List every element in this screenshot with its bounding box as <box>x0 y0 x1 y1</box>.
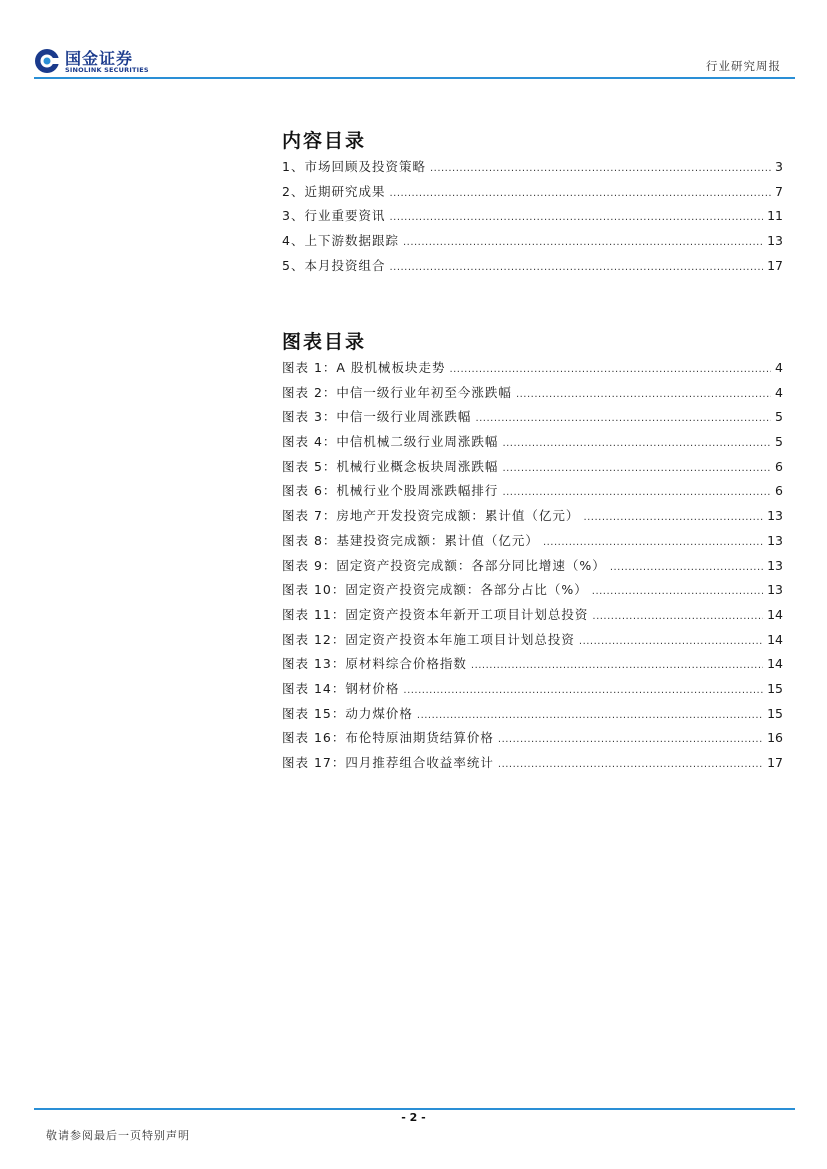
toc-entry-label: 图表 11：固定资产投资本年新开工项目计划总投资 <box>282 606 589 622</box>
toc-entry-page: 7 <box>775 183 783 199</box>
toc-entry-page: 13 <box>767 532 783 548</box>
toc-leader-dots <box>389 188 771 199</box>
toc-entry-label: 图表 2：中信一级行业年初至今涨跌幅 <box>282 384 512 400</box>
toc-entry[interactable] <box>282 256 783 281</box>
toc-entry-label: 4、上下游数据跟踪 <box>282 233 399 249</box>
toc-entry[interactable] <box>282 358 783 383</box>
toc-entry-label: 图表 7：房地产开发投资完成额：累计值（亿元） <box>282 508 580 524</box>
logo-english-name: SINOLINK SECURITIES <box>65 66 149 74</box>
toc-entry-label: 图表 13：原材料综合价格指数 <box>282 656 467 672</box>
toc-leader-dots <box>498 759 763 770</box>
disclaimer: 敬请参阅最后一页特别声明 <box>46 1129 190 1142</box>
toc-entry[interactable] <box>282 556 783 581</box>
toc-entry-label: 图表 1：A 股机械板块走势 <box>282 360 446 375</box>
toc-entry[interactable] <box>282 580 783 605</box>
toc-leader-dots <box>417 710 763 721</box>
toc-leader-dots <box>498 734 763 745</box>
toc-entry-label: 图表 15：动力煤价格 <box>282 705 413 721</box>
toc-leader-dots <box>502 487 771 498</box>
toc-entry[interactable] <box>282 728 783 753</box>
toc-entry-label: 1、市场回顾及投资策略 <box>282 159 426 174</box>
toc-entry-page: 16 <box>767 730 783 746</box>
toc-leader-dots <box>475 413 771 424</box>
toc-entry-page: 3 <box>775 159 783 174</box>
toc-entry-page: 4 <box>775 384 783 400</box>
toc-entry-label: 图表 16：布伦特原油期货结算价格 <box>282 730 494 746</box>
toc-entry-label: 5、本月投资组合 <box>282 257 386 273</box>
toc-entry-page: 4 <box>775 360 783 375</box>
toc-entry-label: 图表 10：固定资产投资完成额：各部分占比（%） <box>282 582 588 598</box>
toc-entry[interactable] <box>282 407 783 432</box>
toc-entry-page: 14 <box>767 606 783 622</box>
contents-list <box>282 157 783 280</box>
toc-leader-dots <box>579 636 763 647</box>
toc-entry[interactable] <box>282 630 783 655</box>
toc-entry-page: 6 <box>775 483 783 499</box>
toc-leader-dots <box>583 512 763 523</box>
toc-entry-page: 17 <box>767 257 783 273</box>
toc-entry[interactable] <box>282 704 783 729</box>
page-header <box>0 0 827 80</box>
figures-title: 图表目录 <box>282 331 367 353</box>
toc-entry-label: 图表 5：机械行业概念板块周涨跌幅 <box>282 458 499 474</box>
toc-entry[interactable] <box>282 206 783 231</box>
toc-entry[interactable] <box>282 457 783 482</box>
toc-entry-label: 图表 6：机械行业个股周涨跌幅排行 <box>282 483 499 499</box>
page-number: - 2 - <box>401 1111 426 1124</box>
toc-entry[interactable] <box>282 182 783 207</box>
toc-leader-dots <box>543 537 763 548</box>
toc-entry[interactable] <box>282 383 783 408</box>
toc-leader-dots <box>610 562 763 573</box>
toc-leader-dots <box>502 463 771 474</box>
logo-chinese-name: 国金证券 <box>65 49 134 68</box>
header-divider <box>34 77 795 79</box>
toc-entry-page: 13 <box>767 582 783 598</box>
toc-entry-page: 15 <box>767 705 783 721</box>
toc-entry-page: 5 <box>775 409 783 425</box>
toc-entry-label: 图表 14：钢材价格 <box>282 680 400 696</box>
toc-leader-dots <box>403 685 763 696</box>
toc-leader-dots <box>592 611 763 622</box>
toc-leader-dots <box>516 389 771 400</box>
toc-entry[interactable] <box>282 605 783 630</box>
toc-entry-label: 图表 3：中信一级行业周涨跌幅 <box>282 409 472 425</box>
toc-entry[interactable] <box>282 654 783 679</box>
toc-entry-page: 14 <box>767 656 783 672</box>
toc-entry[interactable] <box>282 679 783 704</box>
toc-entry-label: 图表 12：固定资产投资本年施工项目计划总投资 <box>282 631 575 647</box>
toc-entry-label: 图表 17：四月推荐组合收益率统计 <box>282 755 494 770</box>
toc-leader-dots <box>389 262 763 273</box>
toc-entry[interactable] <box>282 432 783 457</box>
toc-leader-dots <box>403 237 763 248</box>
toc-entry[interactable] <box>282 481 783 506</box>
toc-entry[interactable] <box>282 753 783 778</box>
footer-divider <box>34 1108 795 1110</box>
toc-entry[interactable] <box>282 506 783 531</box>
toc-entry-label: 2、近期研究成果 <box>282 183 386 199</box>
toc-entry-page: 15 <box>767 680 783 696</box>
figures-list <box>282 358 783 778</box>
report-type: 行业研究周报 <box>706 59 781 73</box>
toc-leader-dots <box>449 364 771 375</box>
toc-entry[interactable] <box>282 157 783 182</box>
toc-leader-dots <box>471 660 763 671</box>
toc-entry-label: 图表 8：基建投资完成额：累计值（亿元） <box>282 532 539 548</box>
toc-entry-page: 11 <box>767 208 783 224</box>
toc-entry-page: 6 <box>775 458 783 474</box>
toc-entry-page: 5 <box>775 434 783 450</box>
toc-entry-page: 17 <box>767 755 783 770</box>
toc-leader-dots <box>592 586 763 597</box>
toc-leader-dots <box>502 438 771 449</box>
toc-entry-page: 13 <box>767 557 783 573</box>
toc-entry-label: 图表 4：中信机械二级行业周涨跌幅 <box>282 434 499 450</box>
toc-entry[interactable] <box>282 531 783 556</box>
toc-entry-page: 14 <box>767 631 783 647</box>
toc-leader-dots <box>430 163 771 174</box>
toc-entry[interactable] <box>282 231 783 256</box>
sinolink-logo-icon <box>34 48 60 74</box>
toc-entry-page: 13 <box>767 233 783 249</box>
toc-entry-label: 图表 9：固定资产投资完成额：各部分同比增速（%） <box>282 557 606 573</box>
contents-title: 内容目录 <box>282 130 367 152</box>
toc-entry-page: 13 <box>767 508 783 524</box>
toc-leader-dots <box>389 212 763 223</box>
toc-entry-label: 3、行业重要资讯 <box>282 208 386 224</box>
